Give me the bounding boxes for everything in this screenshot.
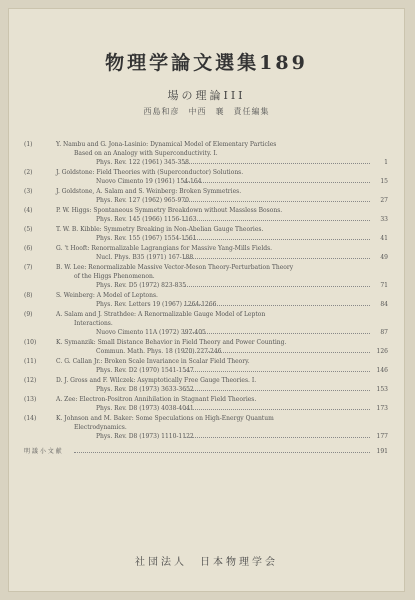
toc-entry-reference: [24, 404, 388, 413]
journal-citation: Commun. Math. Phys. 18 (1970) 227-246: [96, 348, 222, 355]
toc-entry-title: C. G. Callan Jr.: Broken Scale Invariance in Scalar Field Theory.: [56, 358, 250, 365]
dot-leader: [184, 286, 370, 287]
toc-entry: [24, 310, 388, 337]
journal-citation: Nuovo Cimento 11A (1972) 397-405: [96, 329, 206, 336]
toc-entry-title: A. Salam and J. Strathdee: A Renormalizable Gauge Model of Lepton: [56, 311, 266, 318]
dot-leader: [184, 182, 370, 183]
journal-citation: Phys. Rev. 145 (1966) 1156-1163: [96, 216, 197, 223]
dot-leader: [184, 352, 370, 353]
toc-entry-title: J. Goldstone: Field Theories with (Superconductor) Solutions.: [56, 169, 244, 176]
toc-entry-number: (9): [24, 311, 33, 318]
toc-entry-title: D. J. Gross and F. Wilczek: Asymptotically Free Gauge Theories. I.: [56, 377, 257, 384]
toc-entry-reference: [24, 215, 388, 224]
dot-leader: [184, 305, 370, 306]
toc-entry-number: (8): [24, 292, 33, 299]
toc-entry: [24, 168, 388, 186]
toc-entry-title: J. Goldstone, A. Salam and S. Weinberg: Broken Symmetries.: [56, 188, 242, 195]
dot-leader: [74, 452, 370, 453]
journal-citation: Phys. Rev. D8 (1973) 3633-3652: [96, 386, 194, 393]
toc-entry: [24, 263, 388, 290]
editors-line: 西島和彦 中西 襄 責任編集: [143, 107, 270, 116]
toc-entry-title: B. W. Lee: Renormalizable Massive Vector-Meson Theory-Perturbation Theory: [56, 264, 294, 271]
toc-entry-number: (13): [24, 396, 37, 403]
dot-leader: [184, 201, 370, 202]
dot-leader: [184, 371, 370, 372]
page-number: 126: [376, 348, 388, 355]
page-number: 41: [380, 235, 388, 242]
toc-index-entry: [24, 447, 388, 456]
toc-entry-title: T. W. B. Kibble: Symmetry Breaking in Non-Abelian Gauge Theories.: [56, 226, 264, 233]
page-number: 1: [384, 159, 388, 166]
toc-entry-reference: [24, 281, 388, 290]
toc-entry-number: (4): [24, 207, 33, 214]
toc-entry-title: Interactions.: [74, 320, 113, 327]
journal-citation: Phys. Rev. 122 (1961) 345-358: [96, 159, 189, 166]
toc-entry-number: (2): [24, 169, 33, 176]
dot-leader: [184, 163, 370, 164]
page-number: 87: [380, 329, 388, 336]
toc-entry-reference: [24, 196, 388, 205]
toc-entry-title: G. 't Hooft: Renormalizable Lagrangians for Massive Yang-Mills Fields.: [56, 245, 273, 252]
toc-entry-title: Y. Nambu and G. Jona-Lasinio: Dynamical Model of Elementary Particles: [56, 141, 277, 148]
journal-citation: Nucl. Phys. B35 (1971) 167-188: [96, 254, 194, 261]
toc-entry: [24, 244, 388, 262]
volume-subtitle: 場の理論III: [167, 89, 246, 102]
dot-leader: [184, 333, 370, 334]
toc-entry-title: of the Higgs Phenomenon.: [74, 273, 155, 280]
toc-entry-reference: [24, 158, 388, 167]
toc-entry-number: (7): [24, 264, 33, 271]
toc-entry-title: K. Symanzik: Small Distance Behavior in Field Theory and Power Counting.: [56, 339, 287, 346]
page-number: 71: [380, 282, 388, 289]
dot-leader: [184, 258, 370, 259]
toc-entry-reference: [24, 300, 388, 309]
toc-entry-title: Electrodynamics.: [74, 424, 127, 431]
dot-leader: [184, 220, 370, 221]
table-of-contents: [24, 140, 388, 456]
page-number: 15: [380, 178, 388, 185]
page-number: 49: [380, 254, 388, 261]
toc-entry-reference: [24, 234, 388, 243]
toc-entry-reference: [24, 328, 388, 337]
dot-leader: [184, 437, 370, 438]
page-number: 146: [376, 367, 388, 374]
toc-entry-number: (14): [24, 415, 37, 422]
page-number: 33: [380, 216, 388, 223]
page-number: 27: [380, 197, 388, 204]
publisher: 社団法人 日本物理学会: [135, 557, 278, 568]
toc-entry: [24, 140, 388, 167]
toc-entry-title: S. Weinberg: A Model of Leptons.: [56, 292, 158, 299]
toc-entry-title: A. Zee: Electron-Positron Annihilation in Stagnant Field Theories.: [56, 396, 257, 403]
toc-entry-reference: [24, 432, 388, 441]
toc-entry-number: (12): [24, 377, 37, 384]
toc-entry: [24, 414, 388, 441]
toc-entry-title: P. W. Higgs: Spontaneous Symmetry Breakdown without Massless Bosons.: [56, 207, 283, 214]
toc-entry-number: (1): [24, 141, 33, 148]
index-label: 明 議 小 文 献: [24, 448, 62, 455]
toc-entry-number: (5): [24, 226, 33, 233]
toc-entry: [24, 225, 388, 243]
journal-citation: Phys. Rev. 155 (1967) 1554-1561: [96, 235, 197, 242]
page-number: 84: [380, 301, 388, 308]
toc-entry: [24, 376, 388, 394]
toc-entry-reference: [24, 385, 388, 394]
toc-entry-reference: [24, 366, 388, 375]
dot-leader: [184, 239, 370, 240]
journal-citation: Phys. Rev. 127 (1962) 965-970: [96, 197, 189, 204]
dot-leader: [184, 409, 370, 410]
toc-entry-number: (3): [24, 188, 33, 195]
book-page: [8, 8, 405, 592]
toc-entry-number: (11): [24, 358, 37, 365]
toc-entry-title: K. Johnson and M. Baker: Some Speculations on High-Energy Quantum: [56, 415, 274, 422]
journal-citation: Nuovo Cimento 19 (1961) 154-164: [96, 178, 202, 185]
toc-entry: [24, 395, 388, 413]
toc-entry-number: (6): [24, 245, 33, 252]
journal-citation: Phys. Rev. D8 (1973) 4038-4041: [96, 405, 194, 412]
page-number: 177: [376, 433, 388, 440]
toc-entry-reference: [24, 253, 388, 262]
toc-entry: [24, 206, 388, 224]
toc-entry: [24, 338, 388, 356]
page-number: 153: [376, 386, 388, 393]
toc-entry-reference: [24, 177, 388, 186]
series-title: 物理学論文選集189: [105, 52, 308, 74]
page-number: 191: [376, 448, 388, 455]
toc-entry-title: Based on an Analogy with Superconductivity. I.: [74, 150, 218, 157]
journal-citation: Phys. Rev. D2 (1970) 1541-1547: [96, 367, 194, 374]
toc-entry: [24, 357, 388, 375]
dot-leader: [184, 390, 370, 391]
toc-entry: [24, 187, 388, 205]
toc-entry-reference: [24, 347, 388, 356]
toc-entry-number: (10): [24, 339, 37, 346]
page-number: 173: [376, 405, 388, 412]
journal-citation: Phys. Rev. Letters 19 (1967) 1264-1266: [96, 301, 217, 308]
journal-citation: Phys. Rev. D8 (1973) 1110-1122: [96, 433, 194, 440]
journal-citation: Phys. Rev. D5 (1972) 823-835: [96, 282, 187, 289]
toc-entry: [24, 291, 388, 309]
